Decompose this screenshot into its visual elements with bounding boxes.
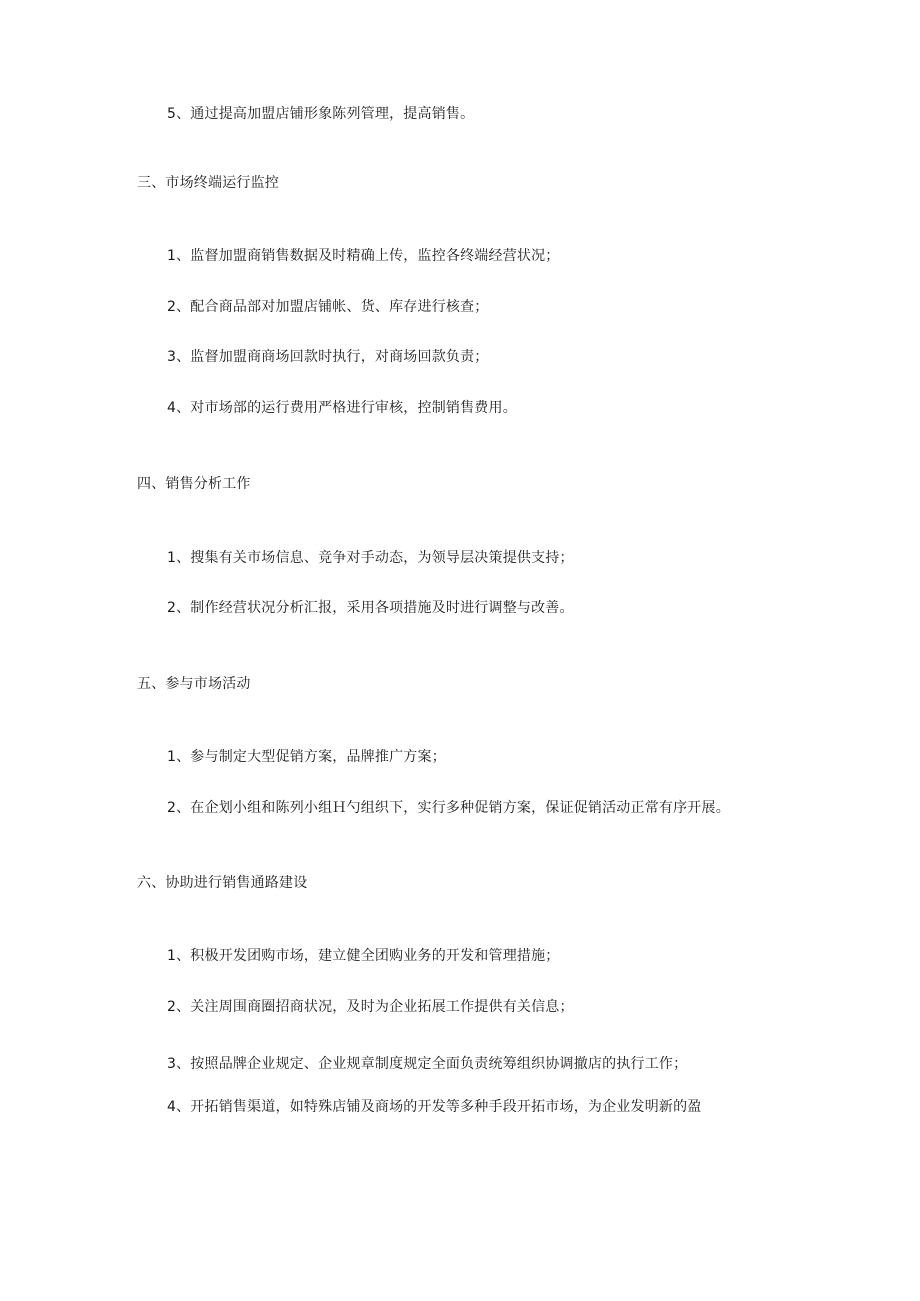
- list-item: 4、开拓销售渠道，如特殊店铺及商场的开发等多种手段开拓市场，为企业发明新的盈: [167, 1099, 702, 1115]
- list-item: 2、配合商品部对加盟店铺帐、货、库存进行核查；: [167, 299, 489, 315]
- section-heading: 六、协助进行销售通路建设: [137, 875, 308, 891]
- section-heading: 四、销售分析工作: [137, 476, 251, 492]
- section-heading: 五、参与市场活动: [137, 676, 251, 692]
- list-item: 1、搜集有关市场信息、竞争对手动态，为领导层决策提供支持；: [167, 550, 574, 566]
- list-item: 3、按照品牌企业规定、企业规章制度规定全面负责统筹组织协调撤店的执行工作；: [167, 1056, 688, 1072]
- list-item: 2、在企划小组和陈列小组Ｈ勺组织下，实行多种促销方案，保证促销活动正常有序开展。: [167, 800, 730, 816]
- list-item: 2、制作经营状况分析汇报，采用各项措施及时进行调整与改善。: [167, 600, 574, 616]
- list-item: 3、监督加盟商商场回款时执行，对商场回款负责；: [167, 349, 489, 365]
- list-item: 1、积极开发团购市场，建立健全团购业务的开发和管理措施；: [167, 948, 560, 964]
- list-item: 1、监督加盟商销售数据及时精确上传，监控各终端经营状况；: [167, 248, 560, 264]
- list-item: 4、对市场部的运行费用严格进行审核，控制销售费用。: [167, 400, 517, 416]
- list-item: 2、关注周围商圈招商状况，及时为企业拓展工作提供有关信息；: [167, 999, 574, 1015]
- list-item: 1、参与制定大型促销方案，品牌推广方案；: [167, 749, 446, 765]
- list-item: 5、通过提高加盟店铺形象陈列管理，提高销售。: [167, 106, 475, 122]
- section-heading: 三、市场终端运行监控: [137, 175, 279, 191]
